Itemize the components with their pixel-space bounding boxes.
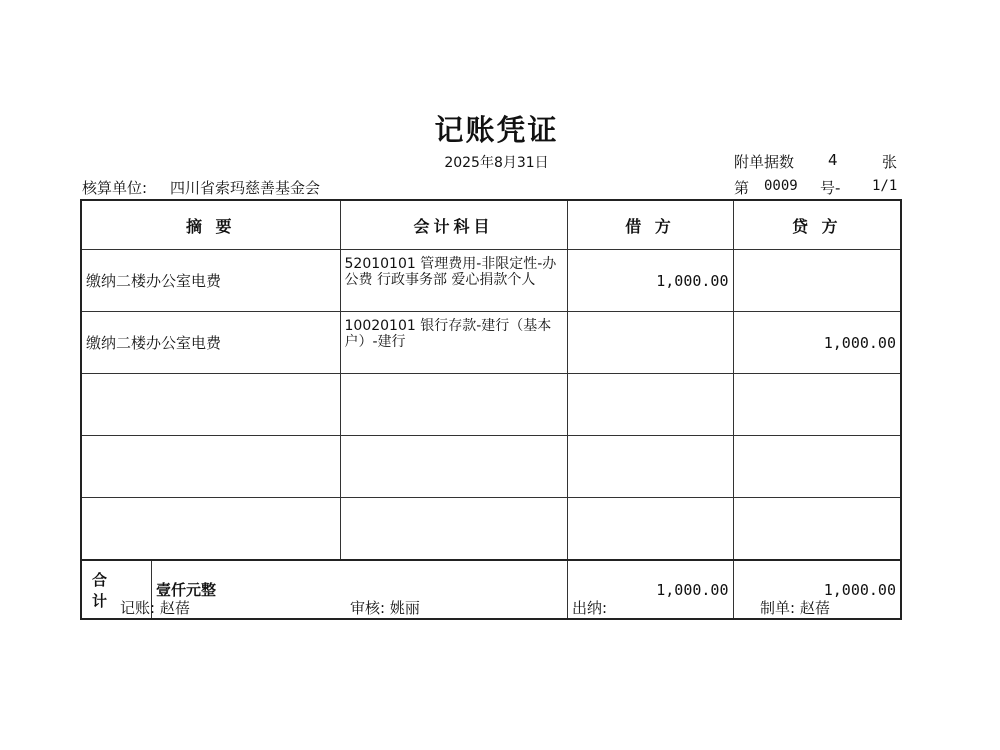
unit-label: 核算单位: [82, 179, 148, 197]
entry-summary [81, 498, 340, 561]
voucher-page: 1/1 [872, 178, 898, 194]
voucher-number-prefix: 第 [734, 179, 750, 197]
entry-debit: 1,000.00 [567, 250, 733, 312]
attachments-unit: 张 [882, 153, 898, 171]
entry-credit [733, 374, 901, 436]
total-debit: 1,000.00 [567, 560, 733, 619]
entry-summary [81, 374, 340, 436]
voucher-number: 0009 [764, 178, 798, 194]
bookkeeper-signature: 记账: 赵蓓 [120, 599, 190, 617]
table-row [81, 312, 901, 374]
entry-summary: 缴纳二楼办公室电费 [81, 312, 340, 374]
voucher-table [80, 199, 902, 620]
unit-name: 四川省索玛慈善基金会 [170, 179, 321, 197]
total-in-words: 壹仟元整 [156, 581, 217, 599]
entry-credit [733, 436, 901, 498]
entry-credit: 1,000.00 [733, 312, 901, 374]
voucher-number-suffix: 号- [820, 179, 841, 197]
header-summary: 摘 要 [81, 200, 340, 250]
entry-summary: 缴纳二楼办公室电费 [81, 250, 340, 312]
attachments-label: 附单据数 [734, 153, 795, 171]
preparer-signature: 制单: 赵蓓 [760, 599, 830, 617]
entry-debit [567, 312, 733, 374]
cashier-signature: 出纳: [572, 599, 608, 617]
entry-debit [567, 436, 733, 498]
table-row [81, 374, 901, 436]
entry-credit [733, 498, 901, 561]
table-header-row [81, 200, 901, 250]
table-row [81, 250, 901, 312]
entry-summary [81, 436, 340, 498]
total-label: 合 计 [82, 561, 152, 618]
entry-debit [567, 374, 733, 436]
entry-debit [567, 498, 733, 561]
table-row [81, 498, 901, 561]
header-debit: 借 方 [567, 200, 733, 250]
entry-subject [340, 498, 567, 561]
header-subject: 会计科目 [340, 200, 567, 250]
total-credit: 1,000.00 [733, 560, 901, 619]
reviewer-signature: 审核: 姚丽 [350, 599, 420, 617]
voucher-date: 2025年8月31日 [444, 155, 549, 171]
table-row [81, 436, 901, 498]
entry-credit [733, 250, 901, 312]
attachments-count: 4 [828, 151, 838, 169]
entry-subject: 52010101 管理费用-非限定性-办公费 行政事务部 爱心捐款个人 [340, 250, 567, 312]
voucher-title: 记账凭证 [434, 113, 559, 147]
entry-subject [340, 436, 567, 498]
entry-subject: 10020101 银行存款-建行（基本户）-建行 [340, 312, 567, 374]
header-credit: 贷 方 [733, 200, 901, 250]
entry-subject [340, 374, 567, 436]
